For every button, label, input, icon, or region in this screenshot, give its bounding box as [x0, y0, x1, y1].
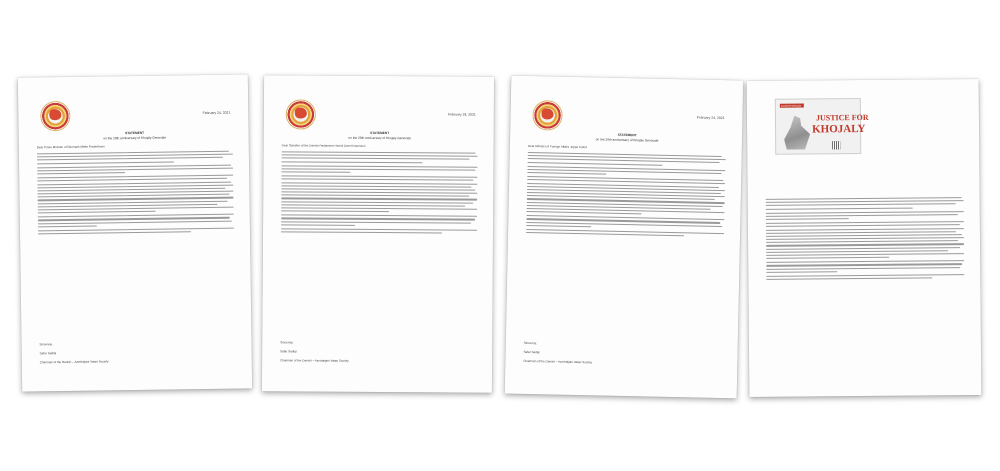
statement-page-3 — [505, 76, 744, 399]
society-logo — [40, 101, 70, 131]
statement-subheading: on the 29th anniversary of Khojaly Genocide — [103, 135, 167, 141]
statement-title — [526, 131, 728, 145]
statement-page-2 — [262, 75, 494, 393]
signer-title: Chairman of the Danish – Azerbaijani Vatan Society — [280, 358, 349, 363]
letter-body — [526, 152, 726, 240]
qr-code-icon — [832, 141, 840, 149]
letter-body — [766, 197, 965, 283]
signer-title: Chairman of the Danish – Azerbaijani Vatan Society — [39, 359, 109, 365]
poster-hashtag: #JusticeForKhojaly — [780, 104, 802, 108]
signer-title: Chairman of the Danish – Azerbaijani Vatan Society — [523, 358, 593, 365]
signer-name: Safar Sadiqi — [523, 349, 540, 355]
letter-date: February 24, 2021 — [696, 115, 725, 121]
letter-salutation: Dear Prime Minister of Denmark Mette Frederiksen — [36, 144, 105, 150]
letter-date: February 24, 2021 — [448, 112, 476, 117]
letter-salutation: Dear Minister of Foreign Affairs Jeppe Kofod — [527, 143, 587, 150]
letter-date: February 24, 2021 — [202, 110, 231, 116]
sincerely-text: Sincerely, — [523, 340, 537, 346]
mourning-figure-image — [784, 115, 810, 149]
society-logo — [532, 100, 563, 131]
statement-heading: STATEMENT — [370, 130, 390, 136]
signer-name: Safar Sadiqi — [39, 351, 57, 356]
statement-heading: STATEMENT — [125, 130, 145, 136]
sincerely-text: Sincerely, — [280, 340, 294, 345]
letter-salutation: Dear Speaker of the Danish Parliament Henrik Dam Kristensen — [281, 143, 366, 148]
signer-name: Safar Sadiqi — [280, 349, 297, 354]
poster-title-line-1: JUSTICE FOR — [815, 112, 869, 123]
statement-subheading: on the 29th anniversary of Khojaly Genocide — [595, 137, 659, 143]
letter-body — [37, 151, 234, 238]
statement-title — [280, 130, 480, 141]
statement-title — [35, 130, 235, 143]
statement-subheading: on the 29th anniversary of Khojaly Genocide — [348, 135, 412, 141]
statement-page-4 — [747, 79, 982, 397]
sincerely-text: Sincerely, — [39, 342, 53, 347]
justice-for-khojaly-poster — [775, 98, 869, 155]
statement-heading: STATEMENT — [617, 132, 637, 138]
poster-hashtag-badge — [780, 104, 804, 108]
letter-body — [281, 151, 478, 237]
society-logo — [286, 99, 316, 129]
poster-title-line-2: KHOJALY — [811, 122, 866, 136]
statement-page-1 — [18, 74, 252, 391]
